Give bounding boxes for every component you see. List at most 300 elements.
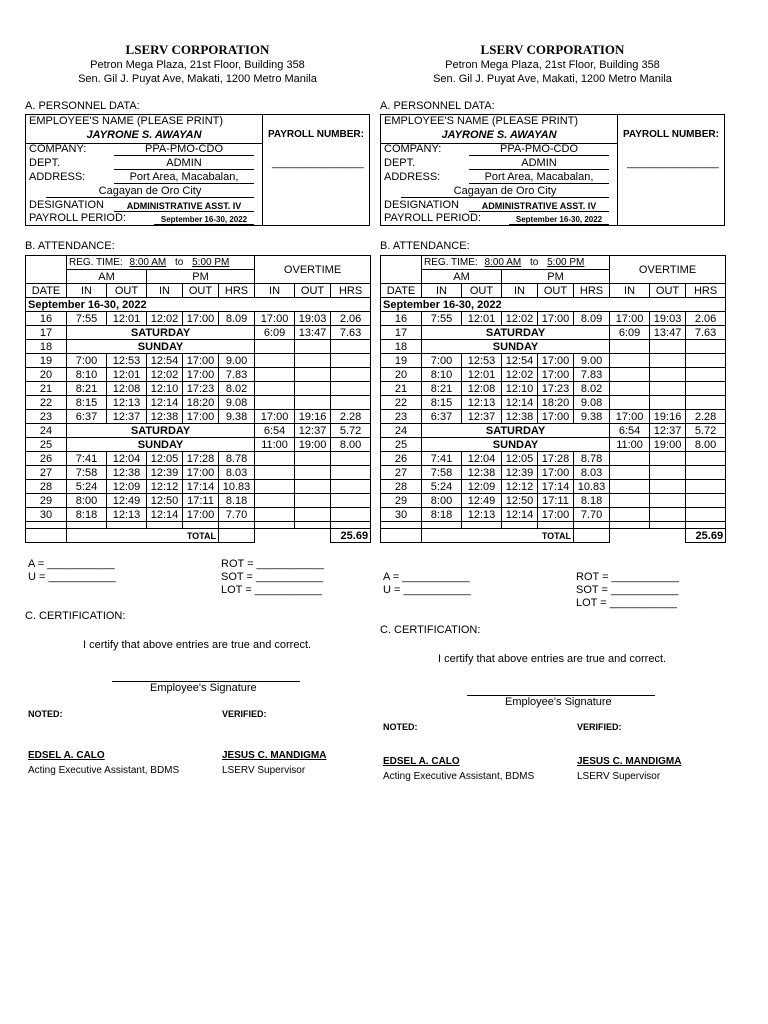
time-cell: 11:00: [255, 438, 295, 452]
table-row: [26, 480, 371, 494]
blank-cell: [462, 522, 502, 529]
table-row: [26, 508, 371, 522]
time-cell: 12:02: [502, 368, 538, 382]
column-header-hrs: HRS: [686, 284, 726, 298]
time-cell: 17:00: [183, 466, 219, 480]
column-header-in: IN: [502, 284, 538, 298]
time-cell: 12:39: [147, 466, 183, 480]
time-cell: 19:16: [650, 410, 686, 424]
time-cell: 7:58: [67, 466, 107, 480]
time-cell: 12:01: [462, 368, 502, 382]
blank-cell: [574, 522, 610, 529]
time-cell: 12:53: [107, 354, 147, 368]
time-cell: 8.00: [331, 438, 371, 452]
time-cell: 19:03: [650, 312, 686, 326]
time-cell: 7:58: [422, 466, 462, 480]
pd-divider: [617, 115, 618, 225]
verified-by-name: JESUS C. MANDIGMA: [577, 756, 682, 767]
time-cell: 12:02: [502, 312, 538, 326]
company-address-line-1: Petron Mega Plaza, 21st Floor, Building 358: [90, 59, 305, 71]
table-row: [381, 466, 726, 480]
reg-time-cell: [422, 256, 610, 270]
blank-cell: [219, 529, 255, 543]
time-cell: 12:08: [462, 382, 502, 396]
time-cell: 12:14: [147, 396, 183, 410]
time-cell: 8.78: [219, 452, 255, 466]
period-cell: September 16-30, 2022: [26, 298, 371, 312]
time-cell: [331, 466, 371, 480]
employee-signature-label: Employee's Signature: [150, 682, 257, 694]
table-row: [26, 354, 371, 368]
date-cell: 27: [381, 466, 422, 480]
blank-cell: [610, 529, 686, 543]
time-cell: 12:37: [107, 410, 147, 424]
day-label-cell: SUNDAY: [67, 340, 255, 354]
time-cell: [255, 480, 295, 494]
time-cell: [686, 396, 726, 410]
u-field: U = ___________: [28, 571, 116, 583]
noted-label: NOTED:: [383, 722, 418, 732]
time-cell: 19:16: [295, 410, 331, 424]
time-cell: [255, 396, 295, 410]
table-row: [26, 396, 371, 410]
time-cell: 12:37: [462, 410, 502, 424]
table-row: [381, 396, 726, 410]
time-cell: [610, 396, 650, 410]
time-cell: 17:00: [538, 466, 574, 480]
blank-cell: [26, 529, 67, 543]
blank-cell: [331, 522, 371, 529]
time-cell: 17:28: [538, 452, 574, 466]
date-cell: 22: [381, 396, 422, 410]
date-cell: 29: [381, 494, 422, 508]
company-label: COMPANY:: [384, 143, 442, 155]
time-cell: 17:00: [538, 354, 574, 368]
payroll-number-label: PAYROLL NUMBER:: [268, 129, 364, 140]
column-header-row: [26, 284, 371, 298]
column-header-row: [381, 284, 726, 298]
time-cell: [331, 494, 371, 508]
time-cell: [686, 382, 726, 396]
reg-time-end: 5:00 PM: [547, 256, 585, 268]
time-cell: 9.00: [219, 354, 255, 368]
pm-header: PM: [147, 270, 255, 284]
time-cell: 8:21: [67, 382, 107, 396]
time-cell: 7:55: [67, 312, 107, 326]
time-cell: 13:47: [650, 326, 686, 340]
date-cell: 20: [26, 368, 67, 382]
day-label-cell: SATURDAY: [422, 424, 610, 438]
time-cell: [610, 382, 650, 396]
noted-label: NOTED:: [28, 709, 63, 719]
address-label: ADDRESS:: [384, 171, 441, 183]
time-cell: 18:20: [183, 396, 219, 410]
reg-time-start: 8:00 AM: [484, 256, 522, 268]
time-cell: 17:00: [538, 312, 574, 326]
time-cell: 7.63: [686, 326, 726, 340]
total-value: 25.69: [686, 529, 726, 543]
time-cell: [331, 354, 371, 368]
time-cell: 12:14: [147, 508, 183, 522]
company-name: LSERV CORPORATION: [125, 42, 270, 57]
time-cell: 12:14: [502, 508, 538, 522]
date-cell: 21: [26, 382, 67, 396]
blank-cell: [183, 522, 219, 529]
time-cell: 12:39: [502, 466, 538, 480]
time-cell: 17:14: [183, 480, 219, 494]
total-value: 25.69: [331, 529, 371, 543]
time-cell: 17:14: [538, 480, 574, 494]
time-cell: [295, 508, 331, 522]
time-cell: 12:38: [107, 466, 147, 480]
time-cell: 12:54: [502, 354, 538, 368]
time-cell: 17:00: [183, 312, 219, 326]
reg-time-start: 8:00 AM: [129, 256, 167, 268]
payroll-number-label: PAYROLL NUMBER:: [623, 129, 719, 140]
time-cell: 9.38: [574, 410, 610, 424]
time-cell: 11:00: [610, 438, 650, 452]
time-cell: 19:03: [295, 312, 331, 326]
table-row: [26, 340, 371, 354]
company-name: LSERV CORPORATION: [480, 42, 625, 57]
table-row: [381, 340, 726, 354]
time-cell: [255, 382, 295, 396]
time-cell: 17:00: [538, 368, 574, 382]
time-cell: 17:28: [183, 452, 219, 466]
blank-row: [26, 522, 371, 529]
blank-cell: [381, 529, 422, 543]
time-cell: [650, 382, 686, 396]
date-cell: 29: [26, 494, 67, 508]
day-label-cell: SUNDAY: [67, 438, 255, 452]
address-value-2: Cagayan de Oro City: [46, 185, 254, 198]
date-cell: 26: [381, 452, 422, 466]
period-row: [26, 298, 371, 312]
table-row: [381, 438, 726, 452]
time-cell: 19:00: [295, 438, 331, 452]
reg-time-end: 5:00 PM: [192, 256, 230, 268]
blank-cell: [650, 522, 686, 529]
column-header-out: OUT: [650, 284, 686, 298]
time-cell: 12:49: [462, 494, 502, 508]
time-cell: 8:00: [422, 494, 462, 508]
time-cell: 12:38: [502, 410, 538, 424]
time-cell: 12:02: [147, 312, 183, 326]
time-cell: 8.09: [219, 312, 255, 326]
blank-cell: [502, 522, 538, 529]
verified-by-name: JESUS C. MANDIGMA: [222, 750, 327, 761]
blank-cell: [26, 256, 67, 284]
section-c-heading: C. CERTIFICATION:: [25, 610, 126, 622]
time-cell: 12:12: [502, 480, 538, 494]
time-cell: [650, 396, 686, 410]
table-row: [381, 452, 726, 466]
time-cell: 12:08: [107, 382, 147, 396]
time-cell: 7:55: [422, 312, 462, 326]
date-cell: 24: [26, 424, 67, 438]
date-cell: 21: [381, 382, 422, 396]
time-cell: [650, 508, 686, 522]
time-cell: [610, 340, 650, 354]
employee-signature-label: Employee's Signature: [505, 696, 612, 708]
reg-time-label: REG. TIME:: [69, 256, 123, 268]
time-cell: [686, 368, 726, 382]
time-cell: 8:15: [67, 396, 107, 410]
reg-time-to: to: [174, 256, 184, 268]
date-cell: 23: [381, 410, 422, 424]
time-cell: 8.03: [219, 466, 255, 480]
date-cell: 27: [26, 466, 67, 480]
time-cell: [255, 508, 295, 522]
blank-cell: [381, 522, 422, 529]
table-row: [26, 424, 371, 438]
noted-by-name: EDSEL A. CALO: [28, 750, 105, 761]
time-cell: 9.00: [574, 354, 610, 368]
time-cell: 10.83: [219, 480, 255, 494]
time-cell: 17:00: [538, 508, 574, 522]
date-cell: 25: [26, 438, 67, 452]
noted-by-role: Acting Executive Assistant, BDMS: [28, 765, 180, 776]
time-cell: [331, 508, 371, 522]
time-cell: 12:10: [147, 382, 183, 396]
time-cell: [255, 466, 295, 480]
payroll-period-value: September 16-30, 2022: [509, 215, 609, 225]
a-field: A = ___________: [28, 558, 115, 570]
verified-label: VERIFIED:: [222, 709, 267, 719]
certification-text: I certify that above entries are true and correct.: [83, 639, 312, 651]
company-address-line-2: Sen. Gil J. Puyat Ave, Makati, 1200 Metro Manila: [433, 73, 672, 85]
time-cell: [255, 452, 295, 466]
address-value-2: Cagayan de Oro City: [401, 185, 609, 198]
time-cell: [650, 494, 686, 508]
time-cell: [650, 340, 686, 354]
time-cell: 9.08: [219, 396, 255, 410]
blank-cell: [686, 522, 726, 529]
time-cell: 8:10: [422, 368, 462, 382]
time-cell: 7:41: [422, 452, 462, 466]
table-row: [381, 382, 726, 396]
company-value: PPA-PMO-CDO: [114, 143, 254, 156]
column-header-in: IN: [255, 284, 295, 298]
date-cell: 25: [381, 438, 422, 452]
payroll-number-blank: _______________: [627, 157, 719, 169]
time-cell: [295, 480, 331, 494]
certification-text: I certify that above entries are true and correct.: [438, 653, 667, 665]
day-label-cell: SATURDAY: [67, 424, 255, 438]
time-cell: [686, 354, 726, 368]
time-cell: 12:49: [107, 494, 147, 508]
address-value-1: Port Area, Macabalan,: [469, 171, 609, 184]
time-cell: 12:09: [462, 480, 502, 494]
date-cell: 16: [26, 312, 67, 326]
time-cell: 7:00: [67, 354, 107, 368]
noted-by-name: EDSEL A. CALO: [383, 756, 460, 767]
attendance-table: [25, 255, 371, 543]
day-label-cell: SATURDAY: [422, 326, 610, 340]
time-cell: [331, 480, 371, 494]
time-cell: [295, 368, 331, 382]
time-cell: 12:05: [147, 452, 183, 466]
time-cell: [331, 452, 371, 466]
date-cell: 19: [26, 354, 67, 368]
pm-header: PM: [502, 270, 610, 284]
day-label-cell: SUNDAY: [422, 438, 610, 452]
am-header: AM: [422, 270, 502, 284]
blank-cell: [67, 522, 107, 529]
table-row: [381, 312, 726, 326]
am-header: AM: [67, 270, 147, 284]
reg-time-to: to: [529, 256, 539, 268]
table-row: [381, 410, 726, 424]
time-cell: 17:00: [255, 410, 295, 424]
time-cell: 8.03: [574, 466, 610, 480]
table-row: [26, 368, 371, 382]
time-cell: [295, 494, 331, 508]
time-cell: 13:47: [295, 326, 331, 340]
personnel-data-box: [380, 114, 725, 226]
time-cell: [255, 368, 295, 382]
time-cell: [686, 480, 726, 494]
date-cell: 16: [381, 312, 422, 326]
time-cell: 12:04: [462, 452, 502, 466]
company-address-line-1: Petron Mega Plaza, 21st Floor, Building 358: [445, 59, 660, 71]
date-cell: 18: [381, 340, 422, 354]
table-row: [26, 494, 371, 508]
time-cell: [610, 466, 650, 480]
date-cell: 28: [26, 480, 67, 494]
time-cell: [686, 452, 726, 466]
table-row: [381, 354, 726, 368]
time-cell: 7:00: [422, 354, 462, 368]
time-cell: [331, 340, 371, 354]
column-header-out: OUT: [295, 284, 331, 298]
u-field: U = ___________: [383, 584, 471, 596]
section-c-heading: C. CERTIFICATION:: [380, 624, 481, 636]
address-label: ADDRESS:: [29, 171, 86, 183]
time-cell: 17:00: [610, 312, 650, 326]
rot-field: ROT = ___________: [576, 571, 679, 583]
time-cell: [295, 354, 331, 368]
section-b-heading: B. ATTENDANCE:: [380, 240, 470, 252]
overtime-header: OVERTIME: [610, 256, 726, 284]
dept-label: DEPT.: [384, 157, 416, 169]
time-cell: [295, 466, 331, 480]
time-cell: 8.00: [686, 438, 726, 452]
time-cell: 12:50: [502, 494, 538, 508]
total-label: TOTAL: [67, 529, 219, 543]
column-header-hrs: HRS: [574, 284, 610, 298]
time-cell: 12:38: [462, 466, 502, 480]
designation-label: DESIGNATION: [29, 199, 104, 211]
column-header-date: DATE: [26, 284, 67, 298]
time-cell: 12:12: [147, 480, 183, 494]
time-cell: [650, 452, 686, 466]
time-cell: 12:38: [147, 410, 183, 424]
reg-time-cell: [67, 256, 255, 270]
blank-cell: [538, 522, 574, 529]
time-cell: [610, 508, 650, 522]
time-cell: [650, 480, 686, 494]
time-cell: [295, 382, 331, 396]
date-cell: 26: [26, 452, 67, 466]
reg-time-row: [381, 256, 726, 270]
time-cell: 8.02: [574, 382, 610, 396]
section-a-heading: A. PERSONNEL DATA:: [25, 100, 140, 112]
time-cell: 12:01: [462, 312, 502, 326]
time-cell: 6:09: [255, 326, 295, 340]
time-cell: 17:00: [183, 410, 219, 424]
time-cell: 5.72: [331, 424, 371, 438]
time-cell: 2.06: [686, 312, 726, 326]
time-cell: 8:21: [422, 382, 462, 396]
time-cell: 12:13: [462, 396, 502, 410]
blank-cell: [107, 522, 147, 529]
time-cell: [610, 494, 650, 508]
time-cell: 8:00: [67, 494, 107, 508]
time-cell: 18:20: [538, 396, 574, 410]
designation-label: DESIGNATION: [384, 199, 459, 211]
date-cell: 17: [381, 326, 422, 340]
blank-row: [381, 522, 726, 529]
time-cell: [686, 508, 726, 522]
date-cell: 18: [26, 340, 67, 354]
section-b-heading: B. ATTENDANCE:: [25, 240, 115, 252]
a-field: A = ___________: [383, 571, 470, 583]
time-cell: 12:53: [462, 354, 502, 368]
total-row: [26, 529, 371, 543]
time-cell: 8.02: [219, 382, 255, 396]
table-row: [26, 452, 371, 466]
time-cell: 12:14: [502, 396, 538, 410]
column-header-in: IN: [147, 284, 183, 298]
reg-time-label: REG. TIME:: [424, 256, 478, 268]
time-cell: 8.78: [574, 452, 610, 466]
company-header: [25, 42, 370, 86]
reg-time-row: [26, 256, 371, 270]
dept-value: ADMIN: [114, 157, 254, 170]
payroll-period-label: PAYROLL PERIOD:: [29, 212, 126, 224]
time-cell: [686, 494, 726, 508]
column-header-hrs: HRS: [219, 284, 255, 298]
date-cell: 30: [381, 508, 422, 522]
table-row: [381, 326, 726, 340]
dept-label: DEPT.: [29, 157, 61, 169]
time-cell: 7.70: [574, 508, 610, 522]
blank-cell: [295, 522, 331, 529]
time-cell: 12:01: [107, 368, 147, 382]
time-cell: 12:13: [462, 508, 502, 522]
time-cell: 12:13: [107, 396, 147, 410]
time-cell: 9.08: [574, 396, 610, 410]
time-cell: 8:15: [422, 396, 462, 410]
sot-field: SOT = ___________: [221, 571, 324, 583]
blank-cell: [147, 522, 183, 529]
time-cell: 7:41: [67, 452, 107, 466]
table-row: [26, 438, 371, 452]
company-header: [380, 42, 725, 86]
table-row: [381, 480, 726, 494]
table-row: [381, 424, 726, 438]
date-cell: 24: [381, 424, 422, 438]
time-cell: [650, 354, 686, 368]
verified-label: VERIFIED:: [577, 722, 622, 732]
designation-value: ADMINISTRATIVE ASST. IV: [469, 201, 609, 212]
date-cell: 17: [26, 326, 67, 340]
blank-cell: [26, 522, 67, 529]
date-cell: 22: [26, 396, 67, 410]
period-cell: September 16-30, 2022: [381, 298, 726, 312]
blank-cell: [381, 256, 422, 284]
